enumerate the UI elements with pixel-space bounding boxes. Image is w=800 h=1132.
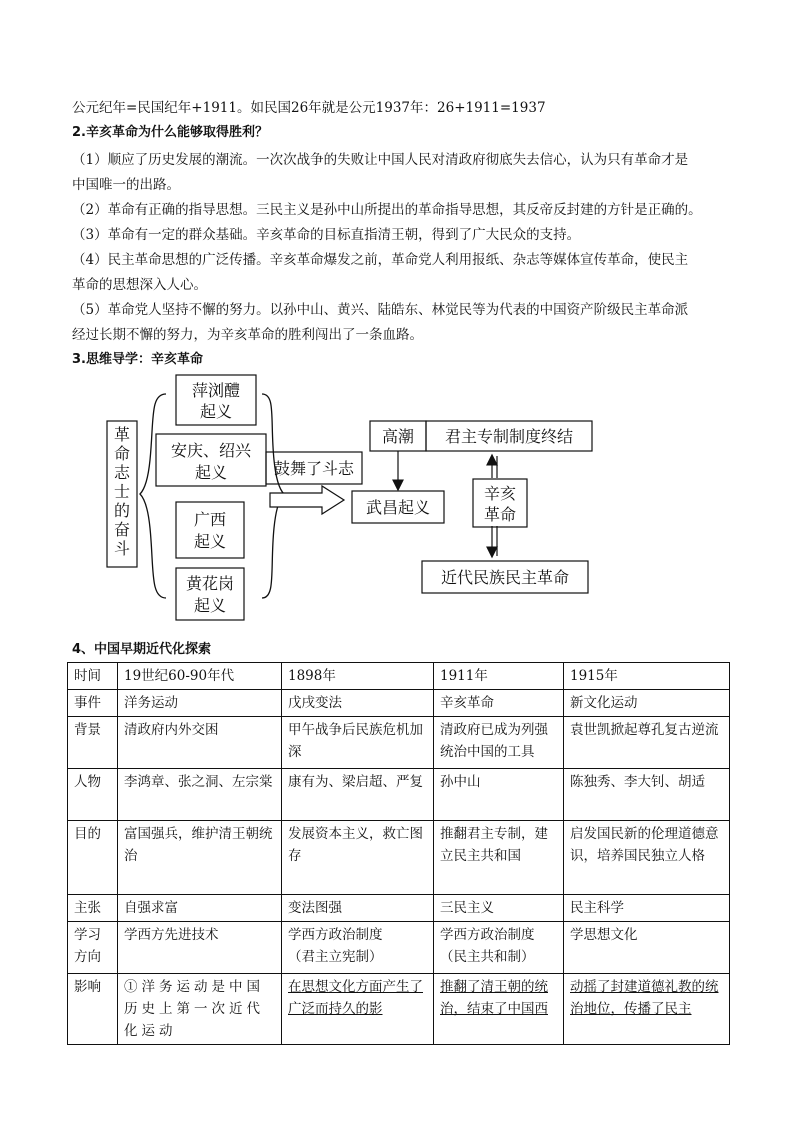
row-label-people: 人物 bbox=[68, 769, 118, 821]
section2-p1-line1: （1）顺应了历史发展的潮流。一次次战争的失败让中国人民对清政府彻底失去信心，认为只有革命才是 bbox=[72, 152, 689, 168]
table-cell: 陈独秀、李大钊、胡适 bbox=[564, 769, 730, 821]
section4-heading: 4、中国早期近代化探索 bbox=[72, 642, 212, 657]
table-cell: 1911年 bbox=[434, 663, 564, 690]
table-row bbox=[68, 769, 730, 821]
cell-line: 学西方政治制度 bbox=[440, 927, 535, 943]
row-label-learning: 学习方向 bbox=[68, 922, 118, 974]
table-cell bbox=[564, 974, 730, 1045]
row-label-purpose: 目的 bbox=[68, 821, 118, 895]
table-cell bbox=[282, 974, 434, 1045]
modern-revolution-label: 近代民族民主革命 bbox=[440, 568, 570, 587]
section2-p1-line2: 中国唯一的出路。 bbox=[72, 177, 180, 193]
row-label-proposition: 主张 bbox=[68, 895, 118, 922]
table-cell: 辛亥革命 bbox=[434, 690, 564, 717]
table-cell: 新文化运动 bbox=[564, 690, 730, 717]
table-cell: 李鸿章、张之洞、左宗棠 bbox=[118, 769, 282, 821]
impact-text: 推翻了清王朝的统治，结束了中国西 bbox=[440, 979, 548, 1017]
left-box-char-4: 士 bbox=[113, 482, 131, 501]
uprising-huanghuagang-line1: 黄花岗 bbox=[185, 574, 235, 593]
table-row bbox=[68, 974, 730, 1045]
table-cell: 清政府已成为列强统治中国的工具 bbox=[434, 717, 564, 769]
left-box-char-1: 革 bbox=[113, 425, 131, 444]
section2-heading: 2.辛亥革命为什么能够取得胜利？ bbox=[72, 125, 268, 140]
table-cell: 发展资本主义，救亡图存 bbox=[282, 821, 434, 895]
impact-text: ①洋务运动是中国历史上第一次近代化运动 bbox=[124, 979, 264, 1039]
table-row bbox=[68, 717, 730, 769]
table-row bbox=[68, 690, 730, 717]
left-box-char-6: 奋 bbox=[113, 520, 131, 539]
xinhai-line2: 革命 bbox=[483, 505, 517, 524]
uprising-pingliuli-line1: 萍浏醴 bbox=[191, 381, 241, 400]
table-cell: 甲午战争后民族危机加深 bbox=[282, 717, 434, 769]
table-cell: 康有为、梁启超、严复 bbox=[282, 769, 434, 821]
table-cell: 袁世凯掀起尊孔复古逆流 bbox=[564, 717, 730, 769]
section2-p4-line1: （4）民主革命思想的广泛传播。辛亥革命爆发之前，革命党人利用报纸、杂志等媒体宣传革命，使民主 bbox=[72, 252, 689, 268]
cell-line: （民主共和制） bbox=[440, 949, 535, 965]
section2-p5-line2: 经过长期不懈的努力，为辛亥革命的胜利闯出了一条血路。 bbox=[72, 327, 423, 343]
table-cell: 启发国民新的伦理道德意识，培养国民独立人格 bbox=[564, 821, 730, 895]
table-cell: 19世纪60-90年代 bbox=[118, 663, 282, 690]
table-row bbox=[68, 922, 730, 974]
row-label-event: 事件 bbox=[68, 690, 118, 717]
table-cell bbox=[118, 974, 282, 1045]
section3-heading: 3.思维导学：辛亥革命 bbox=[72, 352, 203, 367]
wuchang-label: 武昌起义 bbox=[365, 498, 431, 517]
table-cell: 自强求富 bbox=[118, 895, 282, 922]
row-label-time: 时间 bbox=[68, 663, 118, 690]
table-cell: 清政府内外交困 bbox=[118, 717, 282, 769]
table-cell bbox=[282, 922, 434, 974]
section2-p4-line2: 革命的思想深入人心。 bbox=[72, 277, 207, 293]
table-cell: 洋务运动 bbox=[118, 690, 282, 717]
table-cell: 孙中山 bbox=[434, 769, 564, 821]
table-cell: 富国强兵，维护清王朝统治 bbox=[118, 821, 282, 895]
uprising-guangxi-line2: 起义 bbox=[193, 532, 227, 551]
table-cell: 学思想文化 bbox=[564, 922, 730, 974]
end-autocracy-label: 君主专制制度终结 bbox=[444, 427, 574, 446]
table-cell: 1898年 bbox=[282, 663, 434, 690]
table-cell: 1915年 bbox=[564, 663, 730, 690]
uprising-huanghuagang-line2: 起义 bbox=[193, 596, 227, 615]
cell-line: 学西方政治制度 bbox=[288, 927, 383, 943]
modernization-table bbox=[67, 662, 730, 1045]
table-cell: 民主科学 bbox=[564, 895, 730, 922]
table-cell: 推翻君主专制，建立民主共和国 bbox=[434, 821, 564, 895]
impact-text: 动摇了封建道德礼教的统治地位，传播了民主 bbox=[570, 979, 719, 1017]
table-cell bbox=[434, 974, 564, 1045]
table-row bbox=[68, 663, 730, 690]
table-cell: 三民主义 bbox=[434, 895, 564, 922]
left-box-char-7: 斗 bbox=[113, 539, 131, 558]
left-box-char-3: 志 bbox=[113, 463, 131, 482]
uprising-guangxi-line1: 广西 bbox=[193, 510, 227, 529]
climax-label: 高潮 bbox=[381, 427, 415, 446]
table-cell: 戊戌变法 bbox=[282, 690, 434, 717]
section2-p3: （3）革命有一定的群众基础。辛亥革命的目标直指清王朝，得到了广大民众的支持。 bbox=[72, 227, 581, 243]
table-cell: 变法图强 bbox=[282, 895, 434, 922]
inspire-label: 鼓舞了斗志 bbox=[273, 459, 355, 478]
cell-line: （君主立宪制） bbox=[288, 949, 383, 965]
table-cell: 学西方先进技术 bbox=[118, 922, 282, 974]
intro-line: 公元纪年=民国纪年+1911。如民国26年就是公元1937年：26+1911=1937 bbox=[72, 100, 546, 116]
section2-p5-line1: （5）革命党人坚持不懈的努力。以孙中山、黄兴、陆皓东、林觉民等为代表的中国资产阶级民主革命派 bbox=[72, 302, 689, 318]
section2-p2: （2）革命有正确的指导思想。三民主义是孙中山所提出的革命指导思想，其反帝反封建的方针是正确的。 bbox=[72, 202, 702, 218]
table-row bbox=[68, 895, 730, 922]
left-brace bbox=[140, 394, 166, 598]
row-label-background: 背景 bbox=[68, 717, 118, 769]
row-label-impact: 影响 bbox=[68, 974, 118, 1045]
xinhai-line1: 辛亥 bbox=[483, 484, 517, 503]
uprising-anqing-line2: 起义 bbox=[194, 463, 228, 482]
table-cell bbox=[434, 922, 564, 974]
uprising-pingliuli-line2: 起义 bbox=[199, 402, 233, 421]
left-box-char-2: 命 bbox=[113, 444, 131, 463]
table-row bbox=[68, 821, 730, 895]
left-box-char-5: 的 bbox=[113, 501, 131, 520]
uprising-anqing-line1: 安庆、绍兴 bbox=[170, 441, 252, 460]
impact-text: 在思想文化方面产生了广泛而持久的影 bbox=[288, 979, 423, 1017]
